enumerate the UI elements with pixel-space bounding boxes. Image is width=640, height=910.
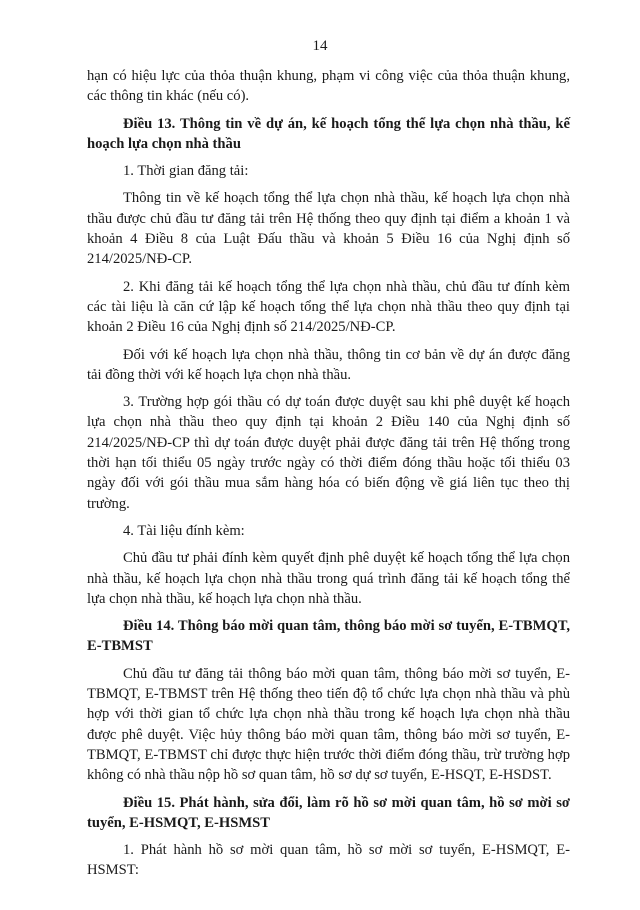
article-13-clause-3: 3. Trường hợp gói thầu có dự toán được duyệt sau khi phê duyệt kế hoạch lựa chọn nhà thầu theo quy định tại khoản 2 Điều 140 của Nghị định số 214/2025/NĐ-CP thì dự toán được duyệt phải được đăng tải trên Hệ thống trong thời hạn tối thiểu 05 ngày trước ngày có thời điểm đóng thầu hoặc tối thiểu 03 ngày đối với gói thầu mua sắm hàng hóa có biến động về giá liên tục theo thị trường.: [87, 394, 570, 512]
article-13-clause-1: 1. Thời gian đăng tải:: [123, 163, 249, 180]
article-15-heading: Điều 15. Phát hành, sửa đổi, làm rõ hồ sơ mời quan tâm, hồ sơ mời sơ tuyển, E-HSMQT, E-HSMST: [87, 794, 570, 831]
document-body: [87, 66, 570, 888]
paragraph-continuation: hạn có hiệu lực của thỏa thuận khung, phạm vi công việc của thỏa thuận khung, các thông tin khác (nếu có).: [87, 68, 570, 105]
article-13-heading: Điều 13. Thông tin về dự án, kế hoạch tổng thể lựa chọn nhà thầu, kế hoạch lựa chọn nhà thầu: [87, 115, 570, 152]
article-13-clause-2-text: Đối với kế hoạch lựa chọn nhà thầu, thông tin cơ bản về dự án được đăng tải đồng thời với kế hoạch lựa chọn nhà thầu.: [87, 346, 570, 383]
article-13-clause-4-text: Chủ đầu tư phải đính kèm quyết định phê duyệt kế hoạch tổng thể lựa chọn nhà thầu, kế hoạch lựa chọn nhà thầu trong quá trình đăng tải kế hoạch tổng thể lựa chọn nhà thầu, kế hoạch lựa chọn nhà thầu.: [87, 550, 570, 607]
article-14-heading: Điều 14. Thông báo mời quan tâm, thông báo mời sơ tuyển, E-TBMQT, E-TBMST: [87, 618, 570, 655]
article-13-clause-2: 2. Khi đăng tải kế hoạch tổng thể lựa chọn nhà thầu, chủ đầu tư đính kèm các tài liệu là căn cứ lập kế hoạch tổng thể lựa chọn nhà thầu theo quy định tại khoản 2 Điều 16 của Nghị định số 214/2025/NĐ-CP.: [87, 278, 570, 336]
page-number: 14: [312, 38, 328, 54]
article-13-clause-4: 4. Tài liệu đính kèm:: [123, 522, 245, 539]
article-15-clause-1: 1. Phát hành hồ sơ mời quan tâm, hồ sơ mời sơ tuyển, E-HSMQT, E-HSMST:: [87, 842, 570, 879]
article-14-text: Chủ đầu tư đăng tải thông báo mời quan tâm, thông báo mời sơ tuyển, E-TBMQT, E-TBMST trên Hệ thống theo tiến độ tổ chức lựa chọn nhà thầu và phù hợp với thời gian tổ chức lựa chọn nhà thầu trong kế hoạch lựa chọn nhà thầu được phê duyệt. Việc hủy thông báo mời quan tâm, thông báo mời sơ tuyển, E-TBMQT, E-TBMST chỉ được thực hiện trước thời điểm đóng thầu, trừ trường hợp không có nhà thầu nộp hồ sơ quan tâm, hồ sơ dự sơ tuyển, E-HSQT, E-HSDST.: [87, 665, 570, 784]
article-13-clause-1-text: Thông tin về kế hoạch tổng thể lựa chọn nhà thầu, kế hoạch lựa chọn nhà thầu được chủ đầu tư đăng tải trên Hệ thống theo quy định tại điểm a khoản 1 và khoản 4 Điều 8 của Luật Đấu thầu và khoản 5 Điều 16 của Nghị định số 214/2025/NĐ-CP.: [87, 190, 570, 268]
